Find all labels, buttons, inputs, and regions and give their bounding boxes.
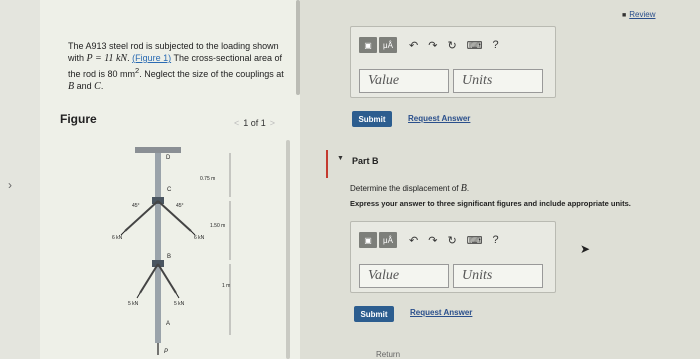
part-b-value-input[interactable]: Value [359, 264, 449, 288]
p-symbol: P [86, 53, 93, 64]
label-a: A [166, 321, 171, 327]
part-a-value-input[interactable]: Value [359, 69, 449, 93]
force-arrow-5kn-right [176, 293, 179, 298]
label-angle-right: 45° [176, 203, 184, 209]
label-d: D [166, 155, 171, 161]
reset-icon[interactable]: ↻ [447, 234, 457, 247]
part-b-submit-button[interactable]: Submit [354, 306, 394, 322]
help-icon[interactable]: ? [492, 39, 499, 51]
label-force-6kn-left: 6 kN [112, 235, 123, 241]
keyboard-icon[interactable]: ⌨ [466, 234, 483, 247]
label-angle-left: 45° [132, 203, 140, 209]
reset-icon[interactable]: ↻ [447, 39, 457, 52]
redo-icon[interactable]: ↷ [428, 234, 438, 247]
rod-figure [90, 135, 290, 359]
figure-pager [230, 118, 279, 128]
expand-chevron-icon[interactable]: › [8, 178, 12, 192]
part-b-toolbar [359, 232, 499, 248]
label-c: C [167, 187, 172, 193]
part-a-request-answer-link[interactable]: Request Answer [408, 114, 471, 123]
problem-end: . [100, 81, 104, 91]
label-force-6kn-right: 6 kN [194, 235, 205, 241]
undo-icon[interactable]: ↶ [409, 234, 419, 247]
mu-units-button[interactable]: μÅ [379, 37, 397, 53]
problem-statement [68, 40, 288, 93]
part-b-marker [326, 150, 328, 178]
templates-icon[interactable]: ▣ [359, 37, 377, 53]
templates-icon[interactable]: ▣ [359, 232, 377, 248]
part-a-submit-button[interactable]: Submit [352, 111, 392, 127]
question-end: . [466, 184, 470, 193]
part-b-answer-box [350, 221, 556, 293]
figure-panel [90, 135, 290, 359]
redo-icon[interactable]: ↷ [428, 39, 438, 52]
part-a-toolbar [359, 37, 499, 53]
problem-and: and [74, 81, 95, 91]
figure-link[interactable]: (Figure 1) [132, 53, 172, 63]
label-force-5kn-right: 5 kN [174, 301, 185, 307]
part-a-units-input[interactable]: Units [453, 69, 543, 93]
force-arrow-5kn-left [137, 293, 140, 298]
coupling-c-shape [152, 197, 164, 204]
part-b-request-answer-link[interactable]: Request Answer [410, 308, 473, 317]
arm-left-c [125, 201, 158, 231]
ceiling-support [135, 147, 181, 153]
label-dim-2: 1.50 m [210, 223, 226, 229]
label-b: B [167, 254, 172, 260]
mouse-cursor-icon: ➤ [580, 242, 591, 256]
pager-label: 1 of 1 [243, 118, 266, 128]
label-p: P [164, 349, 169, 355]
problem-text-b: . [127, 53, 133, 63]
prev-figure-icon[interactable]: < [234, 118, 240, 128]
keyboard-icon[interactable]: ⌨ [466, 39, 483, 52]
coupling-c: C [94, 81, 101, 92]
next-figure-icon[interactable]: > [269, 118, 276, 128]
mu-units-button[interactable]: μÅ [379, 232, 397, 248]
label-dim-1: 0.75 m [200, 176, 216, 182]
problem-text-c: The cross-sectional area of the rod is 80 mm [68, 53, 282, 79]
area-exponent: 2 [135, 66, 140, 75]
part-b-title[interactable]: Part B [352, 156, 379, 166]
part-b-question [350, 183, 469, 194]
figure-scrollbar[interactable] [286, 140, 290, 359]
question-var: B [460, 183, 467, 194]
problem-text-a: The A913 steel rod is subjected to the loading shown with [68, 41, 279, 63]
collapse-part-b-icon[interactable]: ▼ [337, 155, 344, 162]
label-dim-3: 1 m [222, 283, 231, 289]
undo-icon[interactable]: ↶ [409, 39, 419, 52]
return-link-peek[interactable]: Return [376, 350, 401, 359]
problem-text-d: . Neglect the size of the couplings at [139, 69, 284, 79]
arm-right-c [158, 201, 191, 231]
part-b-instruction: Express your answer to three significant figures and include appropriate units. [350, 199, 631, 208]
part-b-units-input[interactable]: Units [453, 264, 543, 288]
coupling-b: B [68, 81, 75, 92]
coupling-b-shape [152, 260, 164, 267]
review-link[interactable]: ■ Review [622, 10, 655, 19]
p-value: = 11 kN [92, 53, 128, 64]
figure-heading: Figure [60, 112, 97, 126]
part-a-answer-box [350, 26, 556, 98]
help-icon[interactable]: ? [492, 234, 499, 246]
question-text: Determine the displacement of [350, 184, 461, 193]
steel-rod [155, 153, 161, 343]
label-force-5kn-left: 5 kN [128, 301, 139, 307]
left-edge [0, 0, 40, 359]
